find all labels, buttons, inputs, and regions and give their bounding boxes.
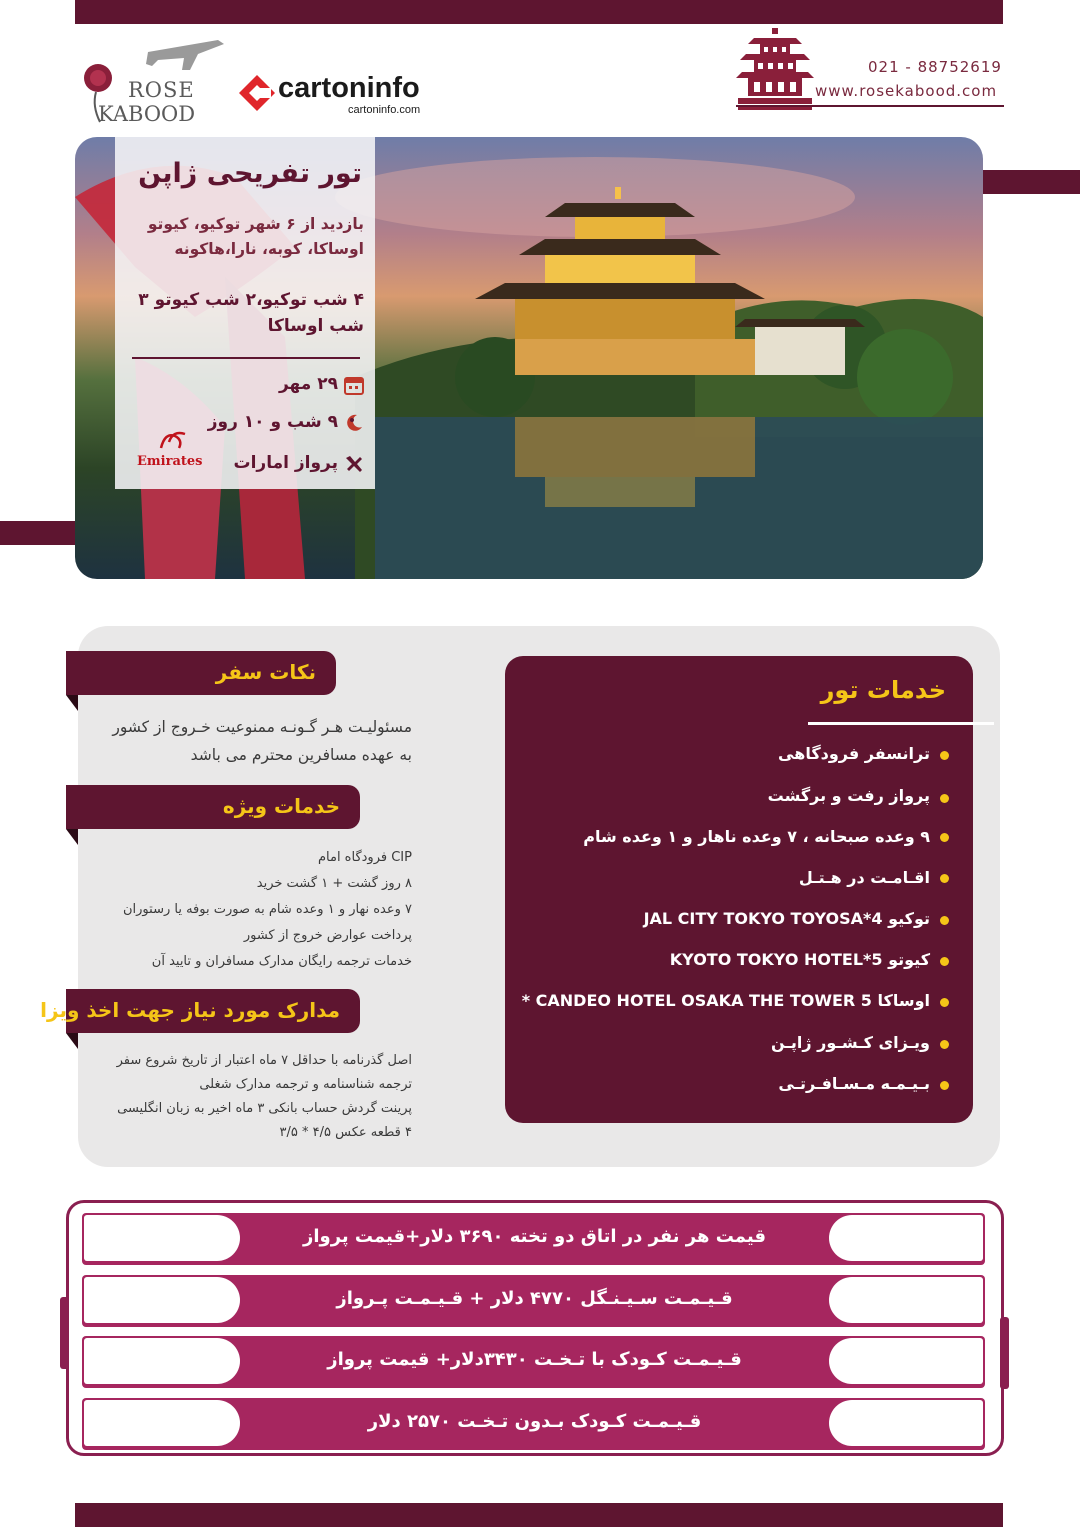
price-cap-right <box>829 1338 983 1384</box>
bullet-icon <box>940 1081 949 1090</box>
service-item: اوساکا CANDEO HOTEL OSAKA THE TOWER 5 * <box>521 991 930 1010</box>
service-item: بـیـمـه مـسـافـرتـی <box>778 1074 930 1093</box>
bullet-icon <box>940 874 949 883</box>
list-item: اصل گذرنامه با حداقل ۷ ماه اعتبار از تاریخ شروع سفر <box>116 1053 412 1068</box>
price-text: قـیـمـت کـودک بـدون تـخـت ۲۵۷۰ دلار <box>367 1411 702 1432</box>
plane-icon <box>344 454 364 474</box>
visa-heading: مدارک مورد نیاز جهت اخذ ویزا <box>66 989 360 1033</box>
date-row <box>140 371 364 399</box>
tour-date: ۲۹ مهر <box>278 374 338 394</box>
services-underline <box>808 722 994 725</box>
list-item: ۷ وعده نهار و ۱ وعده شام به صورت بوفه یا رستوران <box>123 902 412 917</box>
emirates-calligraphy-icon <box>155 428 195 454</box>
bullet-icon <box>940 916 949 925</box>
price-cap-right <box>829 1277 983 1323</box>
bottom-bar <box>75 1503 1003 1527</box>
emirates-word: Emirates <box>137 454 203 469</box>
notes-notch <box>66 695 78 711</box>
service-item: پرواز رفت و برگشت <box>767 786 930 805</box>
price-row <box>82 1213 985 1265</box>
bullet-icon <box>940 1040 949 1049</box>
bullet-icon <box>940 833 949 842</box>
bullet-icon <box>940 794 949 803</box>
list-item: ۴ قطعه عکس ۴/۵ * ۳/۵ <box>279 1125 412 1140</box>
price-cap-right <box>829 1400 983 1446</box>
price-text: قـیـمـت کـودک با تـخـت ۳۴۳۰دلار+ قیمت پرواز <box>327 1349 742 1370</box>
bullet-icon <box>940 957 949 966</box>
price-text: قیمت هر نفر در اتاق دو تخته ۳۶۹۰ دلار+قیمت پرواز <box>302 1226 767 1247</box>
service-item: ویـزای کـشـور ژاپـن <box>771 1033 930 1052</box>
service-item: ۹ وعده صبحانه ، ۷ وعده ناهار و ۱ وعده شام <box>583 827 930 846</box>
header-underline <box>736 105 1004 107</box>
tour-cities: بازدید از ۶ شهر توکیو، کیوتو اوساکا، کوبه، نارا،هاکونه <box>147 215 364 258</box>
price-cap-left <box>84 1277 240 1323</box>
notes-text: مسئولیـت هـر گـونـه ممنوعیت خـروج از کشور به عهده مسافرین محترم می باشد <box>112 718 412 764</box>
cartoninfo-word: cartoninfo <box>278 72 420 104</box>
calendar-icon <box>344 375 364 395</box>
special-list <box>80 845 412 975</box>
pagoda-icon <box>736 28 814 110</box>
cartoninfo-url: cartoninfo.com <box>348 104 421 116</box>
list-item: ۸ روز گشت + ۱ گشت خرید <box>256 876 412 891</box>
list-item: پرداخت عوارض خروج از کشور <box>243 928 412 943</box>
notes-heading: نکات سفر <box>66 651 336 695</box>
visa-notch <box>66 1033 78 1049</box>
list-item: پرینت گردش حساب بانکی ۳ ماه اخیر به زبان انگلیسی <box>117 1101 412 1116</box>
service-item: اقـامـت در هـتـل <box>798 868 930 887</box>
special-notch <box>66 829 78 845</box>
moon-icon <box>344 413 364 433</box>
price-text: قـیـمـت سـیـنـگل ۴۷۷۰ دلار + قـیـمـت پـرواز <box>336 1288 733 1309</box>
phone-number[interactable]: 021 - 88752619 <box>868 58 1002 76</box>
service-item: توکیو JAL CITY TOKYO TOYOSA*4 <box>643 909 930 928</box>
price-cap-left <box>84 1215 240 1261</box>
info-divider <box>132 357 360 359</box>
list-item: ترجمه شناسنامه و ترجمه مدارک شغلی <box>199 1077 412 1092</box>
rose-word: ROSE <box>128 78 195 102</box>
price-row <box>82 1398 985 1450</box>
visa-list <box>80 1049 412 1145</box>
cartoninfo-logo <box>238 70 458 120</box>
price-row <box>82 1275 985 1327</box>
services-title: خدمات تور <box>820 676 946 704</box>
list-item: CIP فرودگاه امام <box>317 850 412 865</box>
rose-kabood-logo <box>78 30 228 126</box>
tour-nights: ۴ شب توکیو،۲ شب کیوتو ۳ شب اوساکا <box>138 290 364 336</box>
top-bar <box>75 0 1003 24</box>
service-item: کیوتو KYOTO TOKYO HOTEL*5 <box>669 950 930 969</box>
list-item: خدمات ترجمه رایگان مدارک مسافران و تایید آن <box>151 954 412 969</box>
cartoninfo-mark-icon <box>238 74 276 112</box>
kabood-word: KABOOD <box>98 102 196 126</box>
tour-title: تور تفریحی ژاپن <box>138 158 362 189</box>
special-heading: خدمات ویژه <box>66 785 360 829</box>
price-side-tab-right <box>1000 1317 1009 1389</box>
price-cap-right <box>829 1215 983 1261</box>
price-side-tab-left <box>60 1297 69 1369</box>
price-cap-left <box>84 1400 240 1446</box>
price-cap-left <box>84 1338 240 1384</box>
tour-airline: پرواز امارات <box>233 453 338 473</box>
website-link[interactable]: www.rosekabood.com <box>815 82 998 100</box>
tour-duration: ۹ شب و ۱۰ روز <box>207 412 338 432</box>
bullet-icon <box>940 751 949 760</box>
emirates-logo <box>137 428 207 472</box>
price-row <box>82 1336 985 1388</box>
bullet-icon <box>940 998 949 1007</box>
service-item: ترانسفر فرودگاهی <box>778 744 930 763</box>
